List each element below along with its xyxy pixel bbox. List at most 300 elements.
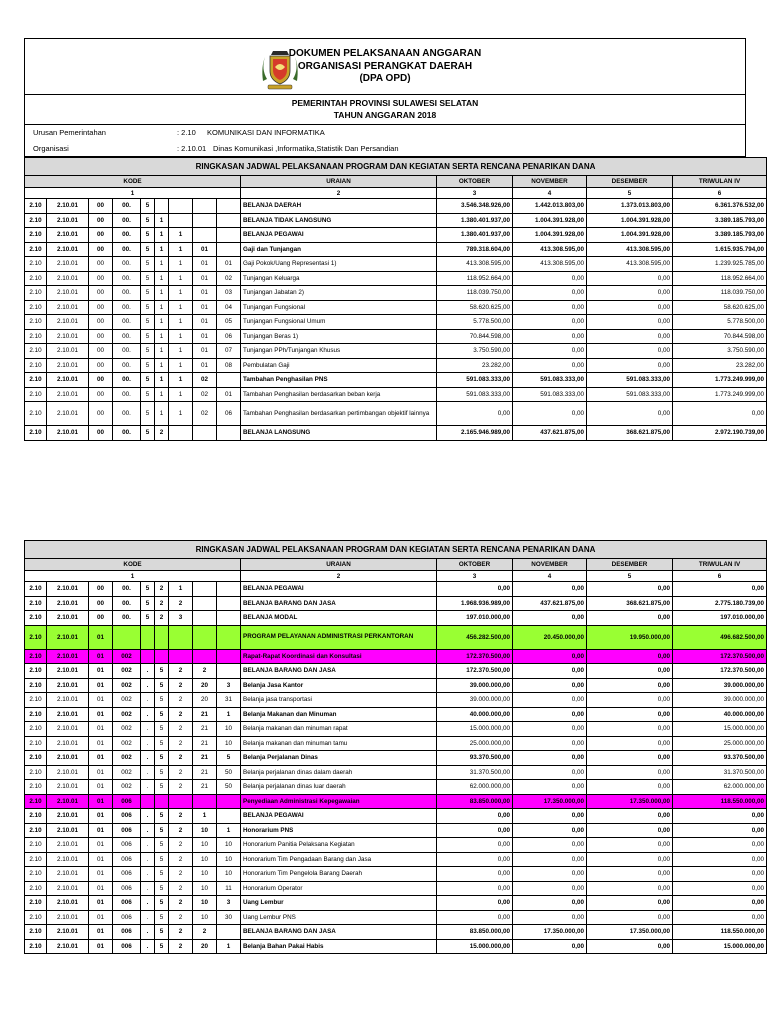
kode-cell: . <box>141 881 155 896</box>
desember-cell: 368.621.875,00 <box>587 596 673 611</box>
kode-cell: 2.10.01 <box>47 780 89 795</box>
uraian-cell: Tambahan Penghasilan berdasarkan beban kerja <box>241 387 437 402</box>
kode-cell <box>217 228 241 243</box>
kode-cell: 1 <box>169 387 193 402</box>
kode-cell: 1 <box>193 809 217 824</box>
kode-cell: 1 <box>155 358 169 373</box>
november-cell: 0,00 <box>513 852 587 867</box>
kode-cell <box>169 213 193 228</box>
kode-cell: 2.10 <box>25 213 47 228</box>
kode-cell: 30 <box>217 910 241 925</box>
kode-cell: 2.10 <box>25 257 47 272</box>
november-cell: 0,00 <box>513 402 587 426</box>
kode-cell: 2 <box>169 664 193 679</box>
uraian-cell: Gaji Pokok/Uang Representasi 1) <box>241 257 437 272</box>
column-header-uraian: URAIAN <box>241 559 437 571</box>
triwulan-cell: 40.000.000,00 <box>673 707 767 722</box>
kode-cell: 00 <box>89 344 113 359</box>
triwulan-cell: 39.000.000,00 <box>673 678 767 693</box>
triwulan-cell: 3.389.185.793,00 <box>673 228 767 243</box>
table-row <box>25 344 767 359</box>
kode-cell: 2.10 <box>25 867 47 882</box>
uraian-cell: Belanja perjalanan dinas luar daerah <box>241 780 437 795</box>
november-cell: 591.083.333,00 <box>513 373 587 388</box>
kode-cell: . <box>141 809 155 824</box>
desember-cell: 0,00 <box>587 809 673 824</box>
november-cell: 0,00 <box>513 344 587 359</box>
kode-cell: 1 <box>155 373 169 388</box>
kode-cell: 2.10.01 <box>47 838 89 853</box>
kode-cell: 2.10 <box>25 780 47 795</box>
desember-cell: 1.373.013.803,00 <box>587 199 673 214</box>
kode-cell: 1 <box>155 228 169 243</box>
kode-cell: 01 <box>193 315 217 330</box>
oktober-cell: 0,00 <box>437 910 513 925</box>
kode-cell: 2.10 <box>25 693 47 708</box>
kode-cell: 2.10.01 <box>47 358 89 373</box>
kode-cell: 5 <box>141 242 155 257</box>
oktober-cell: 3.750.590,00 <box>437 344 513 359</box>
table-row <box>25 271 767 286</box>
desember-cell: 0,00 <box>587 693 673 708</box>
kode-cell <box>217 242 241 257</box>
kode-cell: 5 <box>141 271 155 286</box>
kode-cell <box>193 625 217 649</box>
kode-cell: 00 <box>89 242 113 257</box>
kode-cell: 2.10 <box>25 271 47 286</box>
kode-cell: 006 <box>113 838 141 853</box>
kode-cell: 20 <box>193 693 217 708</box>
kode-cell: 2.10 <box>25 242 47 257</box>
table-row <box>25 867 767 882</box>
kode-cell: 2.10.01 <box>47 910 89 925</box>
organisasi-name: Dinas Komunikasi ,Informatika,Statistik Dan Persandian <box>213 144 399 153</box>
oktober-cell: 1.380.401.937,00 <box>437 228 513 243</box>
kode-cell <box>193 228 217 243</box>
kode-cell: 5 <box>155 867 169 882</box>
triwulan-cell: 3.750.590,00 <box>673 344 767 359</box>
desember-cell: 0,00 <box>587 707 673 722</box>
uraian-cell: Uang Lembur <box>241 896 437 911</box>
kode-cell: 002 <box>113 693 141 708</box>
table-row <box>25 925 767 940</box>
november-cell: 437.621.875,00 <box>513 426 587 441</box>
kode-cell: 2.10 <box>25 838 47 853</box>
kode-cell: 01 <box>89 896 113 911</box>
column-header-uraian: URAIAN <box>241 176 437 188</box>
kode-cell: 2 <box>169 896 193 911</box>
kode-cell: 2.10 <box>25 664 47 679</box>
triwulan-cell: 25.000.000,00 <box>673 736 767 751</box>
kode-cell: 2.10 <box>25 373 47 388</box>
kode-cell <box>155 649 169 664</box>
kode-cell: 01 <box>89 765 113 780</box>
kode-cell: 5 <box>155 722 169 737</box>
kode-cell <box>169 426 193 441</box>
uraian-cell: Honorarium PNS <box>241 823 437 838</box>
kode-cell: 01 <box>89 664 113 679</box>
kode-cell: 01 <box>193 358 217 373</box>
kode-cell: 1 <box>155 402 169 426</box>
kode-cell: 1 <box>155 257 169 272</box>
kode-cell <box>155 199 169 214</box>
table-row <box>25 286 767 301</box>
kode-cell: 5 <box>141 611 155 626</box>
column-number: 5 <box>587 188 673 199</box>
desember-cell: 17.350.000,00 <box>587 794 673 809</box>
kode-cell <box>193 649 217 664</box>
table-row <box>25 910 767 925</box>
kode-cell: 5 <box>141 199 155 214</box>
table-row <box>25 213 767 228</box>
desember-cell: 0,00 <box>587 736 673 751</box>
oktober-cell: 789.318.604,00 <box>437 242 513 257</box>
uraian-cell: BELANJA BARANG DAN JASA <box>241 664 437 679</box>
table-row <box>25 228 767 243</box>
table-row <box>25 611 767 626</box>
kode-cell: 2.10.01 <box>47 315 89 330</box>
oktober-cell: 15.000.000,00 <box>437 722 513 737</box>
kode-cell: . <box>141 751 155 766</box>
uraian-cell: Honorarium Tim Pengadaan Barang dan Jasa <box>241 852 437 867</box>
kode-cell: 2 <box>169 881 193 896</box>
kode-cell: 00 <box>89 582 113 597</box>
triwulan-cell: 15.000.000,00 <box>673 722 767 737</box>
november-cell: 0,00 <box>513 881 587 896</box>
kode-cell: 5 <box>155 751 169 766</box>
kode-cell: 2.10 <box>25 852 47 867</box>
kode-cell: 05 <box>217 315 241 330</box>
kode-cell: 2 <box>169 751 193 766</box>
november-cell: 0,00 <box>513 315 587 330</box>
kode-cell: 2.10.01 <box>47 625 89 649</box>
kode-cell: 5 <box>141 426 155 441</box>
kode-cell: 00 <box>89 329 113 344</box>
kode-cell: 5 <box>155 780 169 795</box>
kode-cell: 00. <box>113 242 141 257</box>
kode-cell: 1 <box>217 823 241 838</box>
kode-cell: 00. <box>113 228 141 243</box>
kode-cell <box>193 582 217 597</box>
column-header-november: NOVEMBER <box>513 559 587 571</box>
kode-cell: 01 <box>193 257 217 272</box>
november-cell: 0,00 <box>513 286 587 301</box>
kode-cell: 00 <box>89 387 113 402</box>
kode-cell: 1 <box>155 329 169 344</box>
kode-cell: 1 <box>169 402 193 426</box>
november-cell: 0,00 <box>513 664 587 679</box>
november-cell: 0,00 <box>513 823 587 838</box>
oktober-cell: 1.968.936.989,00 <box>437 596 513 611</box>
november-cell: 0,00 <box>513 910 587 925</box>
uraian-cell: BELANJA BARANG DAN JASA <box>241 925 437 940</box>
kode-cell: 2.10 <box>25 881 47 896</box>
kode-cell: 5 <box>141 402 155 426</box>
kode-cell: 01 <box>89 722 113 737</box>
kode-cell: 5 <box>155 910 169 925</box>
kode-cell: 00 <box>89 271 113 286</box>
uraian-cell: Belanja Bahan Pakai Habis <box>241 939 437 954</box>
kode-cell: 31 <box>217 693 241 708</box>
kode-cell: 10 <box>193 910 217 925</box>
kode-cell: 5 <box>155 939 169 954</box>
table-title-row <box>25 541 767 559</box>
triwulan-cell: 172.370.500,00 <box>673 664 767 679</box>
oktober-cell: 31.370.500,00 <box>437 765 513 780</box>
kode-cell: 00. <box>113 358 141 373</box>
kode-cell: 2.10 <box>25 678 47 693</box>
november-cell: 17.350.000,00 <box>513 794 587 809</box>
kode-cell <box>155 794 169 809</box>
uraian-cell: Belanja makanan dan minuman tamu <box>241 736 437 751</box>
triwulan-cell: 118.550.000,00 <box>673 794 767 809</box>
kode-cell: 1 <box>169 358 193 373</box>
kode-cell: 5 <box>155 693 169 708</box>
november-cell: 0,00 <box>513 896 587 911</box>
kode-cell: 3 <box>217 678 241 693</box>
november-cell: 0,00 <box>513 736 587 751</box>
uraian-cell: BELANJA DAERAH <box>241 199 437 214</box>
table-row <box>25 794 767 809</box>
uraian-cell: Rapat-Rapat Koordinasi dan Konsultasi <box>241 649 437 664</box>
kode-cell: 00 <box>89 213 113 228</box>
column-header-triwulan: TRIWULAN IV <box>673 559 767 571</box>
kode-cell: 2 <box>155 611 169 626</box>
november-cell: 437.621.875,00 <box>513 596 587 611</box>
kode-cell: 002 <box>113 664 141 679</box>
kode-cell: 01 <box>89 925 113 940</box>
desember-cell: 0,00 <box>587 881 673 896</box>
kode-cell: 00 <box>89 257 113 272</box>
kode-cell <box>217 925 241 940</box>
kode-cell: 2.10.01 <box>47 199 89 214</box>
uraian-cell: Belanja Perjalanan Dinas <box>241 751 437 766</box>
oktober-cell: 0,00 <box>437 881 513 896</box>
kode-cell: 02 <box>193 387 217 402</box>
kode-cell: 1 <box>169 271 193 286</box>
kode-cell: 5 <box>141 329 155 344</box>
kode-cell: 5 <box>141 300 155 315</box>
table-row <box>25 596 767 611</box>
triwulan-cell: 118.039.750,00 <box>673 286 767 301</box>
kode-cell: 002 <box>113 678 141 693</box>
uraian-cell: BELANJA MODAL <box>241 611 437 626</box>
kode-cell: 2.10.01 <box>47 765 89 780</box>
triwulan-cell: 118.550.000,00 <box>673 925 767 940</box>
kode-cell: . <box>141 939 155 954</box>
oktober-cell: 0,00 <box>437 402 513 426</box>
kode-cell: 3 <box>217 896 241 911</box>
kode-cell: 1 <box>155 286 169 301</box>
kode-cell: 2.10 <box>25 300 47 315</box>
kode-cell: 2.10.01 <box>47 896 89 911</box>
kode-cell: 5 <box>155 736 169 751</box>
uraian-cell: Penyediaan Administrasi Kepegawaian <box>241 794 437 809</box>
kode-cell: 2 <box>169 838 193 853</box>
triwulan-cell: 39.000.000,00 <box>673 693 767 708</box>
desember-cell: 0,00 <box>587 852 673 867</box>
kode-cell: 2.10 <box>25 611 47 626</box>
kode-cell: 21 <box>193 736 217 751</box>
column-number: 2 <box>241 571 437 582</box>
schedule-table-1 <box>24 157 767 441</box>
kode-cell: 2.10.01 <box>47 228 89 243</box>
november-cell: 0,00 <box>513 780 587 795</box>
triwulan-cell: 2.775.180.739,00 <box>673 596 767 611</box>
desember-cell: 0,00 <box>587 751 673 766</box>
kode-cell: 00. <box>113 582 141 597</box>
oktober-cell: 0,00 <box>437 823 513 838</box>
kode-cell: 5 <box>141 213 155 228</box>
november-cell: 1.442.013.803,00 <box>513 199 587 214</box>
kode-cell: 1 <box>169 373 193 388</box>
kode-cell: 2.10.01 <box>47 426 89 441</box>
kode-cell: 2.10.01 <box>47 649 89 664</box>
kode-cell: 1 <box>169 228 193 243</box>
desember-cell: 0,00 <box>587 678 673 693</box>
kode-cell: . <box>141 678 155 693</box>
kode-cell: 2.10 <box>25 596 47 611</box>
kode-cell <box>217 373 241 388</box>
kode-cell: 1 <box>169 257 193 272</box>
kode-cell <box>217 426 241 441</box>
uraian-cell: Gaji dan Tunjangan <box>241 242 437 257</box>
kode-cell: . <box>141 722 155 737</box>
uraian-cell: Belanja makanan dan minuman rapat <box>241 722 437 737</box>
table-row <box>25 736 767 751</box>
uraian-cell: Tambahan Penghasilan berdasarkan pertimbangan objektif lainnya <box>241 402 437 426</box>
column-header-desember: DESEMBER <box>587 559 673 571</box>
triwulan-cell: 1.773.249.999,00 <box>673 387 767 402</box>
kode-cell: 5 <box>141 373 155 388</box>
kode-cell: 21 <box>193 722 217 737</box>
triwulan-cell: 3.389.185.793,00 <box>673 213 767 228</box>
kode-cell <box>169 649 193 664</box>
uraian-cell: BELANJA TIDAK LANGSUNG <box>241 213 437 228</box>
kode-cell: 01 <box>193 344 217 359</box>
table-row <box>25 664 767 679</box>
kode-cell: 10 <box>217 736 241 751</box>
kode-cell: 2 <box>169 925 193 940</box>
kode-cell: 2 <box>169 939 193 954</box>
table-row <box>25 649 767 664</box>
oktober-cell: 413.308.595,00 <box>437 257 513 272</box>
kode-cell: 2 <box>193 664 217 679</box>
oktober-cell: 0,00 <box>437 867 513 882</box>
triwulan-cell: 496.682.500,00 <box>673 625 767 649</box>
kode-cell: 2.10 <box>25 707 47 722</box>
kode-cell: 10 <box>217 852 241 867</box>
uraian-cell: Tunjangan Fungsional <box>241 300 437 315</box>
oktober-cell: 118.952.664,00 <box>437 271 513 286</box>
kode-cell: 00 <box>89 611 113 626</box>
kode-cell: 01 <box>193 242 217 257</box>
kode-cell: 07 <box>217 344 241 359</box>
kode-cell: 01 <box>89 736 113 751</box>
kode-cell: 2.10 <box>25 315 47 330</box>
kode-cell: 2.10 <box>25 329 47 344</box>
uraian-cell: Pembulatan Gaji <box>241 358 437 373</box>
kode-cell: 2.10.01 <box>47 387 89 402</box>
table-row <box>25 780 767 795</box>
desember-cell: 591.083.333,00 <box>587 387 673 402</box>
november-cell: 0,00 <box>513 707 587 722</box>
triwulan-cell: 0,00 <box>673 402 767 426</box>
kode-cell: 1 <box>217 707 241 722</box>
triwulan-cell: 197.010.000,00 <box>673 611 767 626</box>
kode-cell: 2 <box>169 678 193 693</box>
kode-cell: 2.10 <box>25 387 47 402</box>
kode-cell: 2.10 <box>25 722 47 737</box>
oktober-cell: 39.000.000,00 <box>437 693 513 708</box>
kode-cell: 2.10 <box>25 426 47 441</box>
kode-cell: 2.10 <box>25 823 47 838</box>
kode-cell: 00 <box>89 315 113 330</box>
kode-cell: 2.10.01 <box>47 300 89 315</box>
desember-cell: 0,00 <box>587 823 673 838</box>
kode-cell: 5 <box>155 664 169 679</box>
oktober-cell: 0,00 <box>437 852 513 867</box>
uraian-cell: Belanja perjalanan dinas dalam daerah <box>241 765 437 780</box>
triwulan-cell: 5.778.500,00 <box>673 315 767 330</box>
kode-cell: 00 <box>89 373 113 388</box>
triwulan-cell: 70.844.598,00 <box>673 329 767 344</box>
kode-cell <box>217 213 241 228</box>
kode-cell: 01 <box>89 910 113 925</box>
uraian-cell: BELANJA PEGAWAI <box>241 228 437 243</box>
november-cell: 0,00 <box>513 611 587 626</box>
oktober-cell: 591.083.333,00 <box>437 387 513 402</box>
kode-cell: 2.10.01 <box>47 722 89 737</box>
kode-cell: 1 <box>155 387 169 402</box>
kode-cell <box>113 625 141 649</box>
table-row <box>25 358 767 373</box>
desember-cell: 0,00 <box>587 939 673 954</box>
kode-cell: 2.10.01 <box>47 794 89 809</box>
oktober-cell: 39.000.000,00 <box>437 678 513 693</box>
kode-cell: 5 <box>155 707 169 722</box>
kode-cell: 1 <box>155 271 169 286</box>
kode-cell: 10 <box>193 881 217 896</box>
kode-cell: 2 <box>169 780 193 795</box>
kode-cell: 2 <box>169 722 193 737</box>
kode-cell: 00. <box>113 329 141 344</box>
kode-cell: 00. <box>113 426 141 441</box>
kode-cell: 01 <box>89 939 113 954</box>
oktober-cell: 2.165.946.989,00 <box>437 426 513 441</box>
kode-cell: 2.10 <box>25 939 47 954</box>
oktober-cell: 23.282,00 <box>437 358 513 373</box>
kode-cell: 1 <box>155 315 169 330</box>
desember-cell: 0,00 <box>587 315 673 330</box>
table-row <box>25 765 767 780</box>
kode-cell: 006 <box>113 794 141 809</box>
kode-cell: 2.10.01 <box>47 286 89 301</box>
kode-cell: 00 <box>89 300 113 315</box>
november-cell: 0,00 <box>513 300 587 315</box>
province-name: PEMERINTAH PROVINSI SULAWESI SELATAN <box>291 98 479 108</box>
kode-cell: 2.10 <box>25 286 47 301</box>
kode-cell: 08 <box>217 358 241 373</box>
kode-cell: 006 <box>113 809 141 824</box>
kode-cell <box>193 426 217 441</box>
table-row <box>25 257 767 272</box>
kode-cell: 11 <box>217 881 241 896</box>
kode-cell: 5 <box>141 286 155 301</box>
kode-cell: 1 <box>155 213 169 228</box>
desember-cell: 1.004.391.928,00 <box>587 228 673 243</box>
kode-cell <box>141 649 155 664</box>
